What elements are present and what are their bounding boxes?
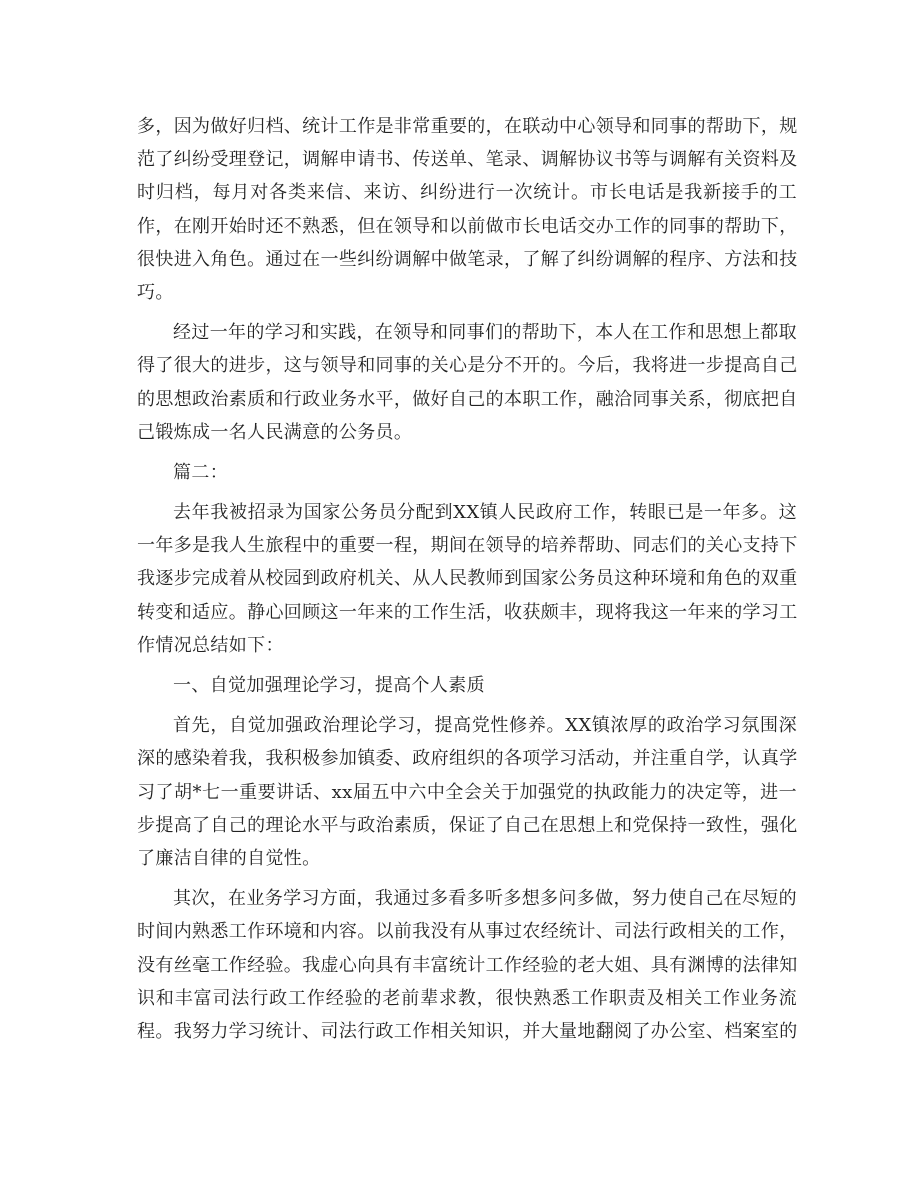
text-line: 作，在刚开始时还不熟悉，但在领导和以前做市长电话交办工作的同事的帮助下， — [137, 215, 798, 237]
text-line: 转变和适应。静心回顾这一年来的工作生活，收获颇丰，现将我这一年来的学习工 — [137, 601, 798, 623]
text-line: 步提高了自己的理论水平与政治素质，保证了自己在思想上和党保持一致性，强化 — [137, 814, 798, 836]
text-line: 识和丰富司法行政工作经验的老前辈求教，很快熟悉工作职责及相关工作业务流 — [137, 987, 797, 1009]
text-line: 时归档，每月对各类来信、来访、纠纷进行一次统计。市长电话是我新接手的工 — [137, 182, 797, 204]
text-line: 一、自觉加强理论学习，提高个人素质 — [173, 675, 485, 696]
text-line: 我逐步完成着从校园到政府机关、从人民教师到国家公务员这种环境和角色的双重 — [137, 568, 798, 590]
text-line: 范了纠纷受理登记，调解申请书、传送单、笔录、调解协议书等与调解有关资料及 — [137, 149, 798, 171]
paragraph — [137, 882, 797, 1048]
text-line: 其次，在业务学习方面，我通过多看多听多想多问多做，努力使自己在尽短的 — [173, 888, 797, 910]
paragraph — [137, 110, 797, 309]
section-heading — [137, 456, 797, 489]
text-line: 习了胡*七一重要讲话、xx届五中六中全会关于加强党的执政能力的决定等，进一 — [137, 781, 797, 803]
text-line: 的思想政治素质和行政业务水平，做好自己的本职工作，融洽同事关系，彻底把自 — [137, 388, 798, 410]
paragraph — [137, 316, 797, 449]
text-line: 己锻炼成一名人民满意的公务员。 — [137, 421, 413, 443]
text-line: 了廉洁自律的自觉性。 — [137, 847, 321, 869]
text-line: 得了很大的进步，这与领导和同事的关心是分不开的。今后，我将进一步提高自己 — [137, 355, 798, 377]
text-line: 一年多是我人生旅程中的重要一程，期间在领导的培养帮助、同志们的关心支持下 — [137, 535, 798, 557]
text-line: 作情况总结如下： — [137, 634, 284, 656]
text-line: 去年我被招录为国家公务员分配到XX镇人民政府工作，转眼已是一年多。这 — [173, 502, 797, 524]
text-line: 多，因为做好归档、统计工作是非常重要的，在联动中心领导和同事的帮助下，规 — [137, 116, 798, 137]
text-line: 很快进入角色。通过在一些纠纷调解中做笔录，了解了纠纷调解的程序、方法和技 — [137, 248, 798, 270]
paragraph — [137, 496, 797, 662]
text-line: 时间内熟悉工作环境和内容。以前我没有从事过农经统计、司法行政相关的工作， — [137, 921, 798, 943]
text-line: 深的感染着我，我积极参加镇委、政府组织的各项学习活动，并注重自学，认真学 — [137, 748, 798, 770]
text-line: 巧。 — [137, 281, 174, 303]
text-line: 经过一年的学习和实践，在领导和同事们的帮助下，本人在工作和思想上都取 — [173, 322, 797, 344]
text-line: 篇二： — [173, 461, 229, 483]
subsection-heading — [137, 669, 797, 702]
text-line: 程。我努力学习统计、司法行政工作相关知识，并大量地翻阅了办公室、档案室的 — [137, 1020, 798, 1042]
paragraph — [137, 709, 797, 875]
text-line: 首先，自觉加强政治理论学习，提高党性修养。XX镇浓厚的政治学习氛围深 — [173, 715, 797, 737]
text-line: 没有丝毫工作经验。我虚心向具有丰富统计工作经验的老大姐、具有渊博的法律知 — [137, 954, 798, 976]
document-body — [137, 110, 797, 1048]
